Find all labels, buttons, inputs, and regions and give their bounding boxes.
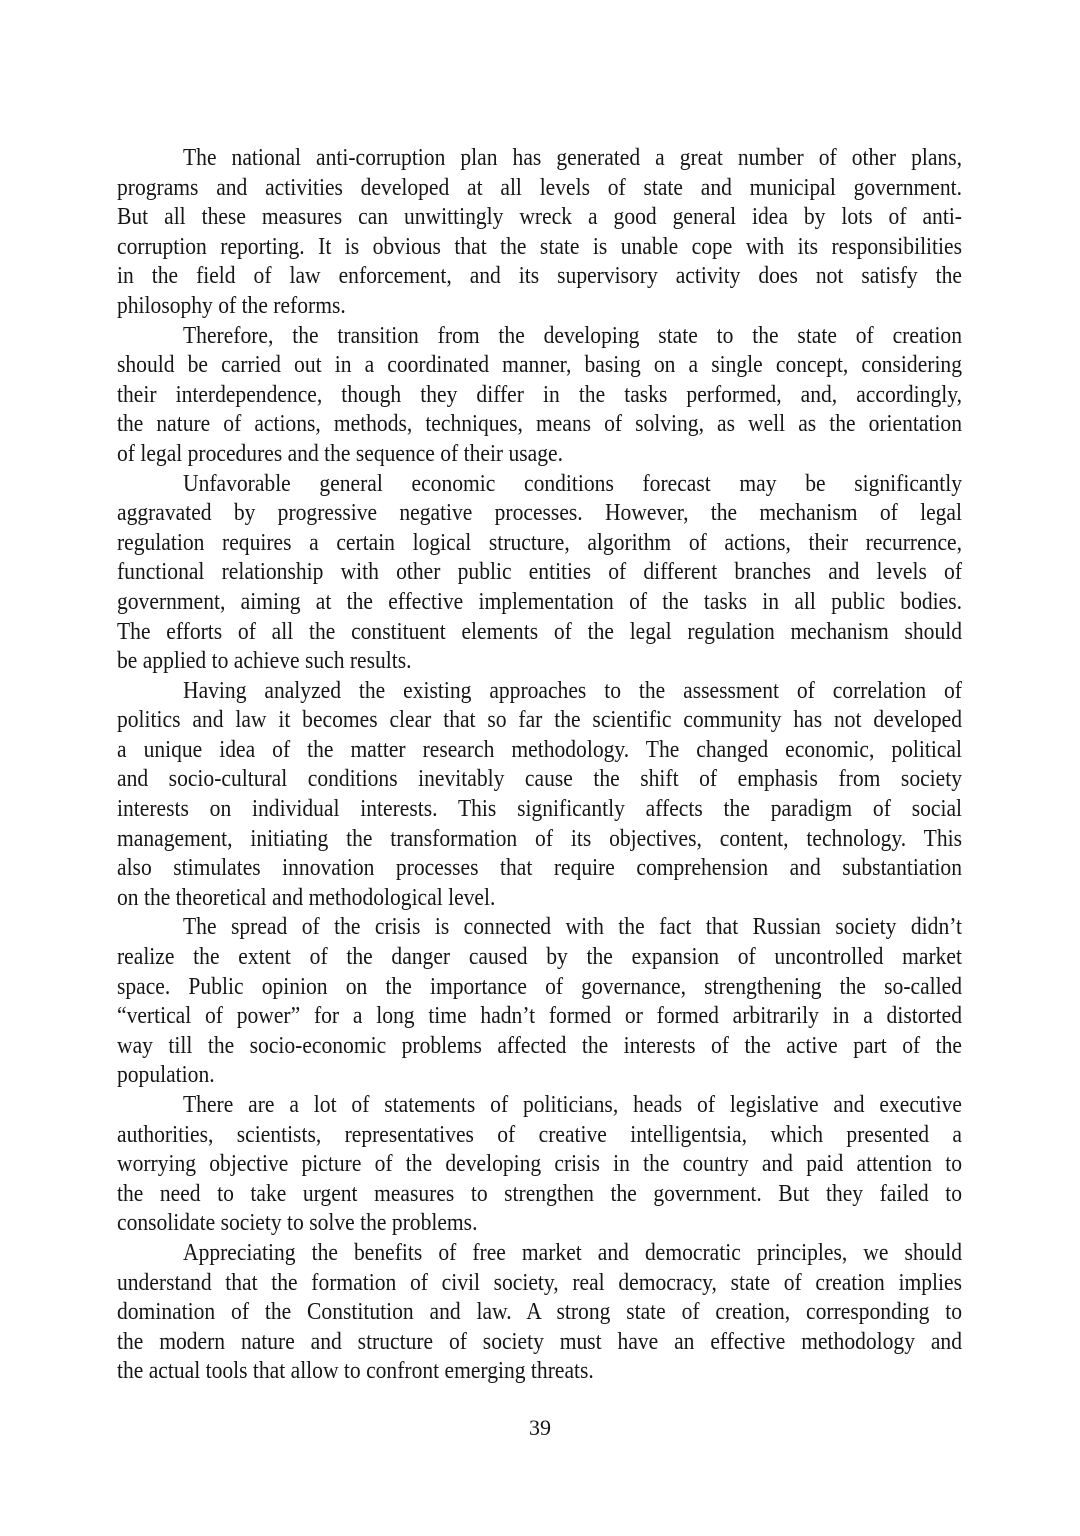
text-line-content: government, aiming at the effective implementation of the tasks in all public bodies. xyxy=(117,587,962,615)
text-line-content: “vertical of power” for a long time hadn’t formed or formed arbitrarily in a distorted xyxy=(117,1002,962,1030)
paragraph xyxy=(117,676,962,913)
text-line xyxy=(117,1120,962,1150)
text-line xyxy=(117,439,962,469)
text-line-content: Unfavorable general economic conditions forecast may be significantly xyxy=(183,469,962,497)
text-line-content: functional relationship with other public entities of different branches and levels of xyxy=(117,558,962,586)
text-line-content: The efforts of all the constituent elements of the legal regulation mechanism should xyxy=(117,617,962,645)
paragraph xyxy=(117,143,962,321)
text-line xyxy=(117,1208,962,1238)
text-line xyxy=(117,469,962,499)
text-line xyxy=(117,1001,962,1031)
text-line-content: interests on individual interests. This significantly affects the paradigm of social xyxy=(117,795,962,823)
text-line xyxy=(117,1149,962,1179)
text-line xyxy=(117,912,962,942)
text-line-content: the nature of actions, methods, techniques, means of solving, as well as the orientation xyxy=(117,410,962,438)
text-line xyxy=(117,173,962,203)
text-line-content: Therefore, the transition from the developing state to the state of creation xyxy=(183,321,962,349)
text-line xyxy=(117,557,962,587)
paragraph xyxy=(117,1090,962,1238)
text-line-content: of legal procedures and the sequence of their usage. xyxy=(117,439,563,467)
text-line-content: management, initiating the transformation of its objectives, content, technology. This xyxy=(117,824,962,852)
text-line-content: Appreciating the benefits of free market and democratic principles, we should xyxy=(183,1238,962,1266)
text-line xyxy=(117,764,962,794)
text-line xyxy=(117,794,962,824)
text-line xyxy=(117,1268,962,1298)
text-line-content: and socio-cultural conditions inevitably cause the shift of emphasis from society xyxy=(117,765,962,793)
text-line xyxy=(117,1327,962,1357)
text-line xyxy=(117,202,962,232)
text-line xyxy=(117,883,962,913)
text-line-content: a unique idea of the matter research methodology. The changed economic, political xyxy=(117,735,962,763)
text-line xyxy=(117,1297,962,1327)
text-line xyxy=(117,291,962,321)
text-line xyxy=(117,617,962,647)
text-line-content: regulation requires a certain logical structure, algorithm of actions, their recurrence, xyxy=(117,528,962,556)
text-line xyxy=(117,232,962,262)
text-line-content: in the field of law enforcement, and its supervisory activity does not satisfy the xyxy=(117,262,962,290)
text-line xyxy=(117,1060,962,1090)
text-line-content: Having analyzed the existing approaches to the assessment of correlation of xyxy=(183,676,962,704)
text-line-content: the modern nature and structure of society must have an effective methodology and xyxy=(117,1327,962,1355)
text-line-content: philosophy of the reforms. xyxy=(117,291,346,319)
text-line-content: politics and law it becomes clear that so far the scientific community has not developed xyxy=(117,706,962,734)
text-line-content: on the theoretical and methodological level. xyxy=(117,883,496,911)
text-line-content: realize the extent of the danger caused by the expansion of uncontrolled market xyxy=(117,943,962,971)
text-line-content: the actual tools that allow to confront emerging threats. xyxy=(117,1357,594,1385)
text-line xyxy=(117,1356,962,1386)
text-line xyxy=(117,587,962,617)
text-line-content: The spread of the crisis is connected with the fact that Russian society didn’t xyxy=(183,913,962,941)
text-line xyxy=(117,646,962,676)
text-line xyxy=(117,1090,962,1120)
paragraph xyxy=(117,321,962,469)
text-line xyxy=(117,350,962,380)
text-line-content: their interdependence, though they differ in the tasks performed, and, accordingly, xyxy=(117,380,962,408)
text-line-content: way till the socio-economic problems affected the interests of the active part of the xyxy=(117,1031,962,1059)
text-line-content: domination of the Constitution and law. A strong state of creation, corresponding to xyxy=(117,1298,962,1326)
text-line-content: corruption reporting. It is obvious that the state is unable cope with its responsibilities xyxy=(117,232,962,260)
text-line-content: space. Public opinion on the importance of governance, strengthening the so-called xyxy=(117,972,962,1000)
text-line xyxy=(117,972,962,1002)
page-number: 39 xyxy=(529,1415,551,1440)
text-line xyxy=(117,1238,962,1268)
text-line-content: aggravated by progressive negative processes. However, the mechanism of legal xyxy=(117,499,962,527)
text-line xyxy=(117,409,962,439)
text-line xyxy=(117,1031,962,1061)
text-line-content: should be carried out in a coordinated manner, basing on a single concept, considering xyxy=(117,351,962,379)
text-line-content: consolidate society to solve the problems. xyxy=(117,1209,478,1237)
text-line xyxy=(117,853,962,883)
text-line-content: The national anti-corruption plan has generated a great number of other plans, xyxy=(183,144,962,171)
text-line xyxy=(117,735,962,765)
text-line xyxy=(117,261,962,291)
text-line xyxy=(117,705,962,735)
text-line-content: be applied to achieve such results. xyxy=(117,647,412,675)
text-line xyxy=(117,1179,962,1209)
text-line-content: worrying objective picture of the developing crisis in the country and paid attention to xyxy=(117,1150,962,1178)
body-text xyxy=(117,143,962,1386)
text-line-content: the need to take urgent measures to strengthen the government. But they failed to xyxy=(117,1179,962,1207)
text-line-content: But all these measures can unwittingly wreck a good general idea by lots of anti- xyxy=(117,203,962,231)
text-line xyxy=(117,676,962,706)
text-line-content: also stimulates innovation processes that require comprehension and substantiation xyxy=(117,854,962,882)
text-line-content: programs and activities developed at all levels of state and municipal government. xyxy=(117,173,962,201)
paragraph xyxy=(117,1238,962,1386)
text-line xyxy=(117,143,962,173)
text-line-content: population. xyxy=(117,1061,215,1089)
text-line xyxy=(117,824,962,854)
paragraph xyxy=(117,912,962,1090)
text-line xyxy=(117,498,962,528)
text-line xyxy=(117,528,962,558)
text-line xyxy=(117,321,962,351)
text-line-content: authorities, scientists, representatives of creative intelligentsia, which presented a xyxy=(117,1120,962,1148)
text-line-content: understand that the formation of civil society, real democracy, state of creation implies xyxy=(117,1268,962,1296)
paragraph xyxy=(117,469,962,676)
text-line-content: There are a lot of statements of politicians, heads of legislative and executive xyxy=(183,1091,962,1118)
text-line xyxy=(117,380,962,410)
text-line xyxy=(117,942,962,972)
